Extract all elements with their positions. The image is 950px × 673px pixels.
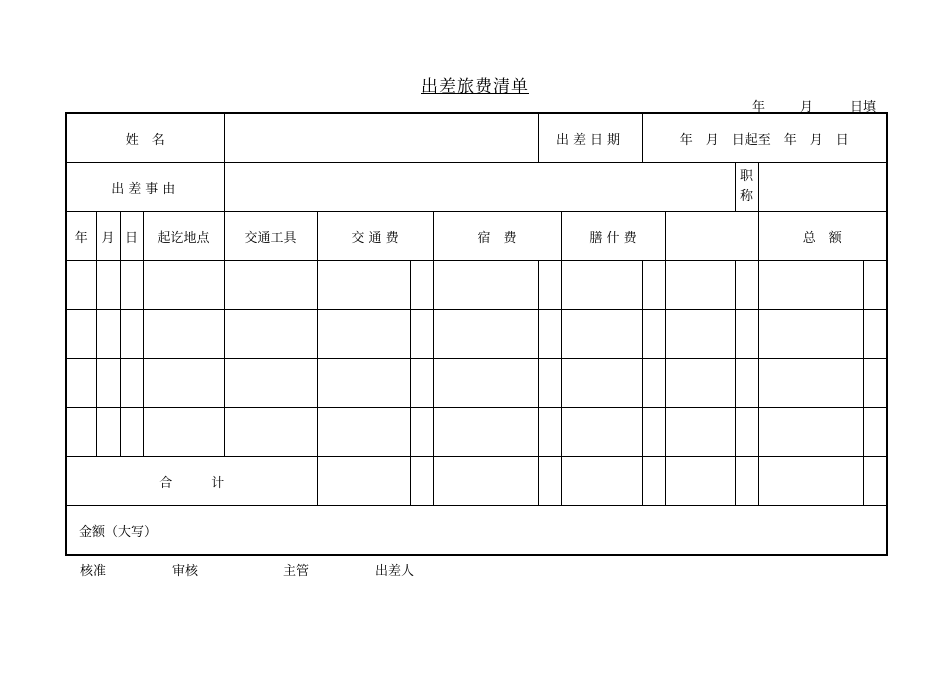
- cell[interactable]: [735, 261, 758, 310]
- cell[interactable]: [317, 310, 410, 359]
- fill-date-year: 年: [752, 100, 766, 115]
- trip-date-range[interactable]: 年 月 日起至 年 月 日: [642, 113, 887, 163]
- col-day: 日: [120, 212, 143, 261]
- cell[interactable]: [96, 261, 120, 310]
- col-transport-fee: 交 通 费: [317, 212, 433, 261]
- column-header-row: [66, 212, 887, 261]
- cell[interactable]: [120, 261, 143, 310]
- cell[interactable]: [863, 359, 887, 408]
- cell[interactable]: [642, 310, 665, 359]
- subtotal-label: 合 计: [66, 457, 317, 506]
- job-title-field[interactable]: [758, 163, 887, 212]
- col-vehicle: 交通工具: [224, 212, 317, 261]
- cell[interactable]: [665, 261, 735, 310]
- cell[interactable]: [758, 408, 863, 457]
- cell[interactable]: [224, 359, 317, 408]
- cell[interactable]: [561, 359, 642, 408]
- cell[interactable]: [120, 408, 143, 457]
- cell[interactable]: [758, 261, 863, 310]
- cell[interactable]: [433, 408, 538, 457]
- cell[interactable]: [561, 261, 642, 310]
- cell[interactable]: [317, 261, 410, 310]
- cell[interactable]: [96, 310, 120, 359]
- reason-field[interactable]: [224, 163, 735, 212]
- cell[interactable]: [735, 310, 758, 359]
- form-title: 出差旅费清单: [421, 77, 529, 97]
- cell[interactable]: [410, 359, 433, 408]
- fill-date-day: 日填: [850, 100, 877, 115]
- col-meal-fee: 膳 什 费: [561, 212, 665, 261]
- cell[interactable]: [538, 408, 561, 457]
- job-title-label-bottom: 称: [740, 189, 754, 204]
- cell[interactable]: [143, 408, 224, 457]
- expense-row: [66, 261, 887, 310]
- cell[interactable]: [433, 310, 538, 359]
- trip-date-label: 出差日期: [538, 113, 642, 163]
- cell[interactable]: [863, 457, 887, 506]
- approve-label: 核准: [80, 564, 107, 579]
- traveler-label: 出差人: [375, 564, 415, 579]
- cell[interactable]: [143, 310, 224, 359]
- cell[interactable]: [433, 457, 538, 506]
- cell[interactable]: [665, 408, 735, 457]
- cell[interactable]: [96, 408, 120, 457]
- subtotal-row: [66, 457, 887, 506]
- cell[interactable]: [410, 261, 433, 310]
- job-title-label-top: 职: [740, 169, 754, 184]
- expense-row: [66, 408, 887, 457]
- amount-row: [66, 506, 887, 556]
- cell[interactable]: [317, 359, 410, 408]
- col-lodging-fee: 宿 费: [433, 212, 561, 261]
- cell[interactable]: [735, 457, 758, 506]
- amount-in-words[interactable]: 金额（大写）: [66, 506, 887, 556]
- col-route: 起讫地点: [143, 212, 224, 261]
- cell[interactable]: [863, 261, 887, 310]
- cell[interactable]: [538, 310, 561, 359]
- cell[interactable]: [224, 408, 317, 457]
- cell[interactable]: [66, 310, 96, 359]
- cell[interactable]: [96, 359, 120, 408]
- cell[interactable]: [642, 359, 665, 408]
- cell[interactable]: [410, 310, 433, 359]
- expense-row: [66, 359, 887, 408]
- cell[interactable]: [758, 457, 863, 506]
- cell[interactable]: [143, 359, 224, 408]
- cell[interactable]: [735, 408, 758, 457]
- expense-form-table: [65, 112, 888, 556]
- cell[interactable]: [863, 408, 887, 457]
- cell[interactable]: [143, 261, 224, 310]
- reason-label: 出差事由: [66, 163, 224, 212]
- cell[interactable]: [758, 359, 863, 408]
- col-month: 月: [96, 212, 120, 261]
- cell[interactable]: [433, 261, 538, 310]
- cell[interactable]: [120, 359, 143, 408]
- cell[interactable]: [863, 310, 887, 359]
- cell[interactable]: [66, 359, 96, 408]
- name-row: [66, 113, 887, 163]
- cell[interactable]: [642, 457, 665, 506]
- cell[interactable]: [561, 310, 642, 359]
- reason-row: [66, 163, 887, 212]
- name-label: 姓 名: [66, 113, 224, 163]
- cell[interactable]: [665, 310, 735, 359]
- cell[interactable]: [642, 261, 665, 310]
- review-label: 审核: [172, 564, 199, 579]
- cell[interactable]: [735, 359, 758, 408]
- cell[interactable]: [561, 457, 642, 506]
- cell[interactable]: [433, 359, 538, 408]
- fill-date-month: 月: [800, 100, 814, 115]
- cell[interactable]: [66, 261, 96, 310]
- cell[interactable]: [538, 359, 561, 408]
- cell[interactable]: [538, 457, 561, 506]
- cell[interactable]: [317, 457, 410, 506]
- cell[interactable]: [224, 310, 317, 359]
- col-year: 年: [66, 212, 96, 261]
- supervisor-label: 主管: [283, 564, 310, 579]
- cell[interactable]: [561, 408, 642, 457]
- cell[interactable]: [758, 310, 863, 359]
- col-blank: [665, 212, 758, 261]
- cell[interactable]: [224, 261, 317, 310]
- job-title-label: [735, 163, 758, 212]
- expense-row: [66, 310, 887, 359]
- cell[interactable]: [538, 261, 561, 310]
- cell[interactable]: [410, 457, 433, 506]
- name-field[interactable]: [224, 113, 538, 163]
- cell[interactable]: [665, 457, 735, 506]
- cell[interactable]: [642, 408, 665, 457]
- col-total: 总 额: [758, 212, 887, 261]
- cell[interactable]: [317, 408, 410, 457]
- cell[interactable]: [120, 310, 143, 359]
- cell[interactable]: [410, 408, 433, 457]
- cell[interactable]: [665, 359, 735, 408]
- cell[interactable]: [66, 408, 96, 457]
